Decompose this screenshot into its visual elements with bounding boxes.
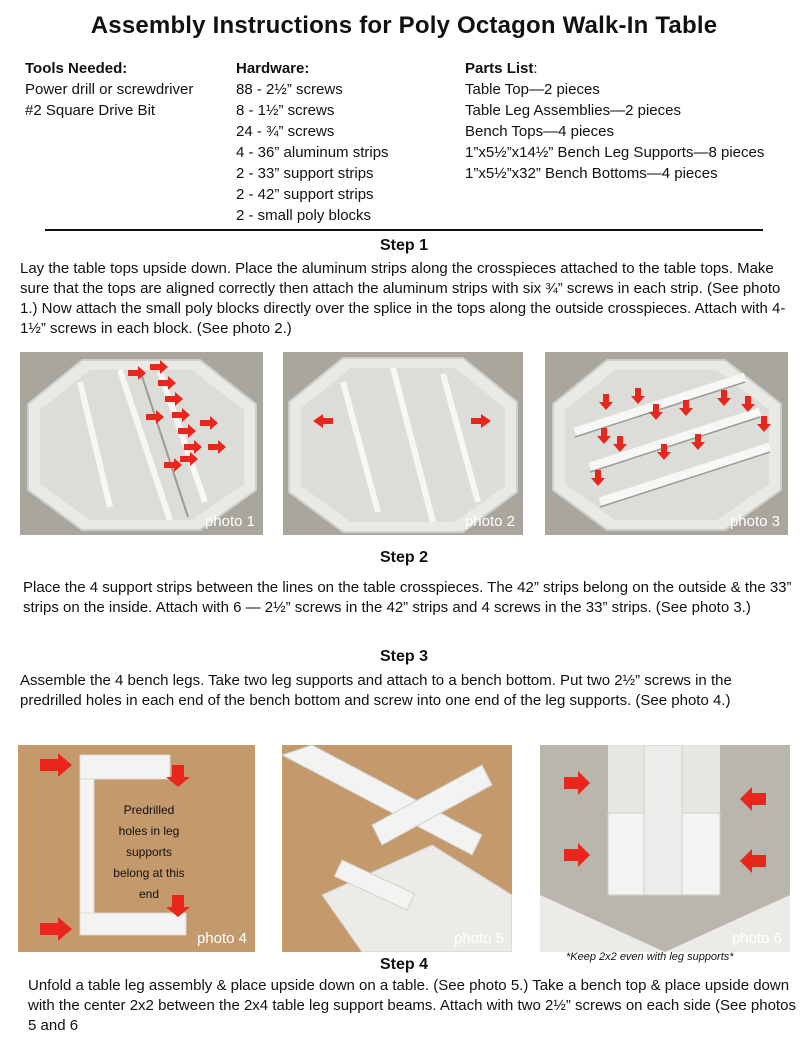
- step-2-text: Place the 4 support strips between the lines on the table crosspieces. The 42” strips belong on the outside & the 33” strips on the inside. Attach with 6 — 2½” screws in the 42” strips and 4 screws in the 33” strips. (See photo 3.): [23, 579, 792, 616]
- hardware-item: 8 - 1½” screws: [236, 102, 335, 119]
- part-item: Table Leg Assemblies—2 pieces: [465, 102, 681, 119]
- step-1-text: Lay the table tops upside down. Place the aluminum strips along the crosspieces attached to the table tops. Make sure that the tops are aligned correctly then attach the aluminum strips with six ¾” screws in each strip. (See photo 1.) Now attach the small poly blocks directly over the splice in the tops along the outside crosspieces. Attach with 4- 1½” screws in each block. (See photo 2.): [20, 260, 786, 337]
- hardware-item: 2 - small poly blocks: [236, 207, 372, 224]
- part-item: Bench Tops—4 pieces: [465, 123, 614, 140]
- photo-6-label: photo 6: [731, 930, 782, 947]
- hardware-heading: Hardware:: [236, 60, 310, 77]
- tool-item: #2 Square Drive Bit: [25, 102, 156, 119]
- parts-column: [465, 58, 764, 184]
- step-1-heading: Step 1: [379, 237, 428, 254]
- hardware-item: 2 - 42” support strips: [236, 186, 374, 203]
- photo-2-label: photo 2: [464, 513, 515, 530]
- photo-3: [545, 352, 788, 535]
- photo-1-label: photo 1: [204, 513, 255, 530]
- hardware-column: [236, 58, 389, 226]
- part-item: 1”x5½”x32” Bench Bottoms—4 pieces: [465, 165, 718, 182]
- document-title: Assembly Instructions for Poly Octagon Walk-In Table: [90, 12, 718, 39]
- hardware-item: 2 - 33” support strips: [236, 165, 374, 182]
- hardware-item: 4 - 36” aluminum strips: [236, 144, 389, 161]
- step-4-text: Unfold a table leg assembly & place upside down on a table. (See photo 5.) Take a bench top & place upside down with the center 2x2 between the 2x4 table leg support beams. Attach with two 2½” screws on each side (See photos 5 and 6: [28, 977, 796, 1034]
- tools-column: [25, 58, 193, 121]
- photo-4-label: photo 4: [196, 930, 247, 947]
- predrilled-annotation: Predrilled holes in leg supports belong at this end: [113, 803, 185, 901]
- photo-5-label: photo 5: [453, 930, 504, 947]
- tools-heading: Tools Needed:: [25, 60, 128, 77]
- photo-6-note: *Keep 2x2 even with leg supports*: [566, 951, 734, 963]
- step-3-heading: Step 3: [379, 648, 428, 665]
- step-3-text: Assemble the 4 bench legs. Take two leg supports and attach to a bench bottom. Put two 2½” screws in the predrilled holes in each end of the bench bottom and screw into one end of the leg supports. (See photo 4.): [20, 672, 732, 709]
- hardware-item: 88 - 2½” screws: [236, 81, 343, 98]
- step-4-heading: Step 4: [379, 956, 428, 973]
- hardware-item: 24 - ¾” screws: [236, 123, 335, 140]
- tool-item: Power drill or screwdriver: [25, 81, 194, 98]
- step-2-heading: Step 2: [379, 549, 428, 566]
- photo-5: [282, 745, 512, 952]
- photo-1: [20, 352, 263, 535]
- part-item: Table Top—2 pieces: [465, 81, 600, 98]
- photo-3-label: photo 3: [729, 513, 780, 530]
- divider-rule: [45, 229, 763, 231]
- parts-heading: Parts List: [465, 60, 534, 77]
- photo-2: [283, 352, 523, 535]
- parts-heading-colon: :: [533, 60, 538, 77]
- photo-6: [540, 745, 790, 952]
- part-item: 1”x5½”x14½” Bench Leg Supports—8 pieces: [465, 144, 765, 161]
